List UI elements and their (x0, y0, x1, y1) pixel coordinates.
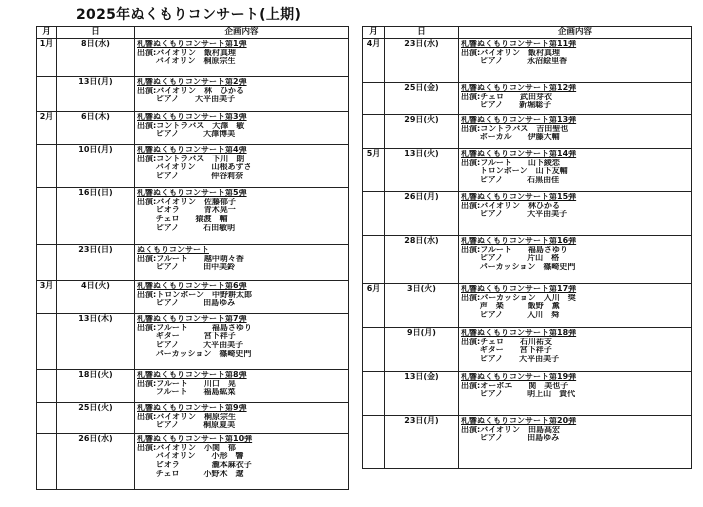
concert-title: 札響ぬくもりコンサート第6弾 (137, 282, 247, 290)
schedule-row (363, 328, 692, 372)
performer-line: トロンボーン 山下友輔 (461, 167, 568, 176)
program-cell (135, 434, 349, 490)
schedule-row (37, 370, 349, 403)
month-cell (363, 328, 385, 372)
day-cell: 28日(水) (385, 236, 459, 284)
concert-title: 札響ぬくもりコンサート第3弾 (137, 113, 247, 121)
concert-title: 札響ぬくもりコンサート第16弾 (461, 237, 577, 245)
day-cell: 13日(金) (385, 372, 459, 416)
month-cell (363, 372, 385, 416)
program-cell (459, 115, 692, 149)
program-cell (459, 83, 692, 115)
day-cell: 10日(月) (57, 145, 135, 188)
month-cell (363, 416, 385, 469)
performer-line: 出演:チェロ 武田芽衣 (461, 92, 552, 101)
schedule-row (363, 192, 692, 236)
day-cell: 13日(月) (57, 77, 135, 112)
month-cell: 6月 (363, 284, 385, 328)
performer-line: ピアノ 大平由美子 (137, 341, 244, 350)
month-cell: 4月 (363, 39, 385, 83)
program-cell (459, 236, 692, 284)
program-cell (135, 145, 349, 188)
day-cell: 13日(木) (57, 314, 135, 370)
performer-line: 出演:オーボエ 関 美也子 (461, 381, 569, 390)
concert-title: 札響ぬくもりコンサート第7弾 (137, 315, 247, 323)
performer-line: 出演:コントラバス 大澤 敏 (137, 121, 245, 130)
program-cell (459, 149, 692, 192)
concert-title: 札響ぬくもりコンサート第1弾 (137, 40, 247, 48)
performer-line: ピアノ 大澤博美 (137, 130, 236, 139)
performer-line: 出演:トロンボーン 中野耕太郎 (137, 290, 253, 299)
concert-title: 札響ぬくもりコンサート第14弾 (461, 150, 577, 158)
month-cell (37, 370, 57, 403)
concert-title: 札響ぬくもりコンサート第19弾 (461, 373, 577, 381)
month-cell (363, 192, 385, 236)
schedule-row (363, 39, 692, 83)
schedule-row (363, 115, 692, 149)
schedule-row (363, 372, 692, 416)
performer-line: ピアノ 桐原夏美 (137, 421, 236, 430)
day-cell: 4日(火) (57, 281, 135, 314)
performer-line: ピアノ 片山 格 (461, 254, 560, 263)
day-header: 日 (57, 27, 135, 39)
program-cell (135, 245, 349, 281)
day-cell: 18日(火) (57, 370, 135, 403)
day-cell: 3日(火) (385, 284, 459, 328)
performer-line: 出演:フルート 越中萌々香 (137, 254, 244, 263)
month-cell: 1月 (37, 39, 57, 77)
performer-line: 出演:バイオリン 小関 郁 (137, 443, 236, 452)
performer-line: バイオリン 山根あずさ (137, 163, 252, 172)
day-cell: 25日(火) (57, 403, 135, 434)
performer-line: ギター 宮下祥子 (461, 346, 552, 355)
performer-line: ピアノ 大平由美子 (461, 355, 560, 364)
concert-title: 札響ぬくもりコンサート第5弾 (137, 189, 247, 197)
month-cell (363, 83, 385, 115)
performer-line: ビオラ 青木晃一 (137, 206, 236, 215)
performer-line: 出演:フルート 川口 晃 (137, 379, 236, 388)
performer-line: ピアノ 永沼絵里香 (461, 57, 568, 66)
concert-title: 札響ぬくもりコンサート第10弾 (137, 435, 253, 443)
performer-line: 出演:チェロ 石川祐支 (461, 337, 552, 346)
performer-line: 出演:バイオリン 林 ひかる (137, 86, 244, 95)
performer-line: ピアノ 大平由美子 (461, 210, 568, 219)
month-cell (37, 403, 57, 434)
concert-title: 札響ぬくもりコンサート第12弾 (461, 84, 577, 92)
program-cell (135, 77, 349, 112)
day-cell: 23日(月) (385, 416, 459, 469)
header-row (37, 27, 349, 39)
concert-title: 札響ぬくもりコンサート第17弾 (461, 285, 577, 293)
program-cell (135, 403, 349, 434)
performer-line: ピアノ 明上山 貴代 (461, 390, 576, 399)
schedule-row (363, 83, 692, 115)
performer-line: 出演:バイオリン 林ひかる (461, 201, 560, 210)
concert-title: ぬくもりコンサート (137, 246, 209, 254)
schedule-row (363, 149, 692, 192)
performer-line: 出演:コントラバス 下川 朗 (137, 154, 245, 163)
performer-line: チェロ 小野木 遼 (137, 469, 244, 478)
schedule-row (37, 77, 349, 112)
concert-title: 札響ぬくもりコンサート第9弾 (137, 404, 247, 412)
day-header: 日 (385, 27, 459, 39)
program-cell (459, 192, 692, 236)
program-cell (135, 39, 349, 77)
program-cell (459, 284, 692, 328)
header-row (363, 27, 692, 39)
day-cell: 9日(月) (385, 328, 459, 372)
performer-line: ピアノ 大平由美子 (137, 95, 236, 104)
performer-line: 出演:バイオリン 佐藤郁子 (137, 197, 236, 206)
program-cell (459, 328, 692, 372)
month-cell: 5月 (363, 149, 385, 192)
month-cell (363, 236, 385, 284)
performer-line: チェロ 猿渡 輔 (137, 215, 228, 224)
day-cell: 26日(月) (385, 192, 459, 236)
schedule-row (37, 314, 349, 370)
schedule-row (37, 281, 349, 314)
day-cell: 25日(金) (385, 83, 459, 115)
performer-line: 声 楽 飯野 薫 (461, 302, 560, 311)
performer-line: パーカッション 篠崎史門 (137, 349, 252, 358)
concert-title: 札響ぬくもりコンサート第11弾 (461, 40, 577, 48)
month-cell: 3月 (37, 281, 57, 314)
program-cell (135, 112, 349, 145)
schedule-row (37, 434, 349, 490)
program-cell (459, 39, 692, 83)
performer-line: ピアノ 仲谷莉奈 (137, 172, 244, 181)
performer-line: ギター 宮下祥子 (137, 332, 236, 341)
month-cell (37, 245, 57, 281)
program-cell (135, 281, 349, 314)
performer-line: 出演:バイオリン 飯村真理 (137, 48, 236, 57)
concert-title: 札響ぬくもりコンサート第18弾 (461, 329, 577, 337)
month-cell (37, 77, 57, 112)
schedule-row (37, 112, 349, 145)
program-cell (135, 188, 349, 245)
program-cell (459, 416, 692, 469)
concert-title: 札響ぬくもりコンサート第8弾 (137, 371, 247, 379)
day-cell: 8日(水) (57, 39, 135, 77)
day-cell: 13日(火) (385, 149, 459, 192)
concert-title: 札響ぬくもりコンサート第15弾 (461, 193, 577, 201)
schedule-row (37, 188, 349, 245)
performer-line: バイオリン 桐原宗生 (137, 57, 236, 66)
schedule-table-right (362, 26, 692, 469)
month-cell: 2月 (37, 112, 57, 145)
performer-line: ピアノ 新堀聡子 (461, 101, 552, 110)
schedule-row (37, 39, 349, 77)
performer-line: 出演:パーカッション 入川 奨 (461, 293, 576, 302)
performer-line: ビオラ 瀧本麻衣子 (137, 461, 252, 470)
month-cell (37, 434, 57, 490)
month-header: 月 (37, 27, 57, 39)
performer-line: ピアノ 田島ゆみ (137, 299, 236, 308)
performer-line: バイオリン 小形 響 (137, 452, 244, 461)
day-cell: 16日(日) (57, 188, 135, 245)
performer-line: ピアノ 田島ゆみ (461, 434, 560, 443)
program-cell (135, 314, 349, 370)
day-cell: 23日(日) (57, 245, 135, 281)
performer-line: 出演:フルート 福島さゆり (137, 323, 252, 332)
content-header: 企画内容 (135, 27, 349, 39)
performer-line: パーカッション 篠崎史門 (461, 263, 576, 272)
performer-line: ピアノ 入川 舜 (461, 311, 560, 320)
performer-line: ピアノ 石田敏明 (137, 223, 236, 232)
schedule-row (37, 403, 349, 434)
performer-line: 出演:フルート 福島さゆり (461, 245, 568, 254)
day-cell: 29日(火) (385, 115, 459, 149)
performer-line: フルート 福島紘菜 (137, 388, 236, 397)
month-cell (37, 314, 57, 370)
schedule-row (363, 416, 692, 469)
schedule-row (363, 284, 692, 328)
concert-title: 札響ぬくもりコンサート第2弾 (137, 78, 247, 86)
day-cell: 6日(木) (57, 112, 135, 145)
concert-title: 札響ぬくもりコンサート第13弾 (461, 116, 577, 124)
performer-line: 出演:バイオリン 桐原宗生 (137, 412, 236, 421)
month-cell (363, 115, 385, 149)
performer-line: ピアノ 田中美鈴 (137, 263, 236, 272)
day-cell: 23日(水) (385, 39, 459, 83)
month-cell (37, 145, 57, 188)
performer-line: 出演:バイオリン 飯村真理 (461, 48, 560, 57)
schedule-row (363, 236, 692, 284)
month-cell (37, 188, 57, 245)
schedule-row (37, 145, 349, 188)
month-header: 月 (363, 27, 385, 39)
content-header: 企画内容 (459, 27, 692, 39)
performer-line: 出演:コントラバス 吉田聖也 (461, 124, 569, 133)
concert-title: 札響ぬくもりコンサート第4弾 (137, 146, 247, 154)
performer-line: 出演:バイオリン 田島高宏 (461, 425, 560, 434)
concert-title: 札響ぬくもりコンサート第20弾 (461, 417, 577, 425)
performer-line: ピアノ 石黒由佳 (461, 176, 560, 185)
performer-line: ボーカル 伊藤大輔 (461, 133, 560, 142)
program-cell (459, 372, 692, 416)
program-cell (135, 370, 349, 403)
day-cell: 26日(水) (57, 434, 135, 490)
schedule-table-left (36, 26, 349, 490)
performer-line: 出演:フルート 山下綾恋 (461, 158, 560, 167)
schedule-row (37, 245, 349, 281)
document-title: 2025年ぬくもりコンサート(上期) (76, 7, 302, 23)
